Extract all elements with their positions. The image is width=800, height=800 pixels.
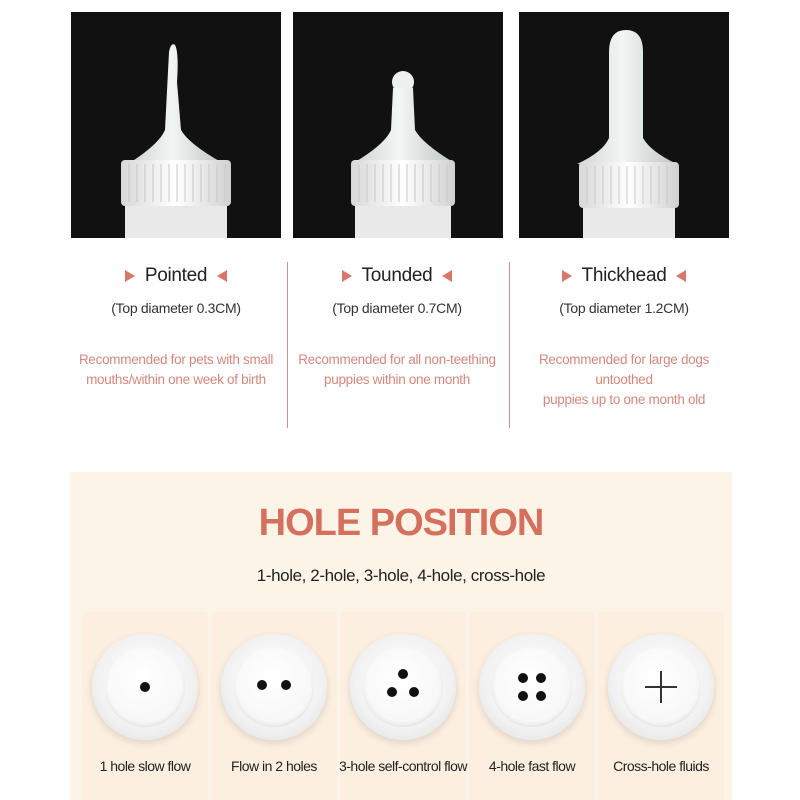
recommendation-line: puppies within one month [324,372,470,387]
hole-dot-icon [518,691,528,701]
hole-dot-icon [518,673,528,683]
hole-card-cross [598,612,724,800]
pointed-nipple-photo [71,12,281,238]
recommendation-line: Recommended for pets with small [78,352,274,367]
arrow-left-icon [676,270,686,282]
hole-dot-icon [398,669,408,679]
hole-card-3 [340,612,466,800]
hole-dot-icon [536,673,546,683]
hole-card-1 [82,612,208,800]
type-name-label: Thickhead [581,265,667,286]
hole-card-label: 1 hole slow flow [99,758,191,774]
column-divider [287,262,288,428]
recommendation-line: Recommended for all non-teething [298,352,496,367]
recommendation-line: Recommended for large dogs untoothed [538,352,710,387]
hole-card-label: Flow in 2 holes [231,758,317,774]
arrow-left-icon [442,270,452,282]
nipple-top-view [608,634,714,740]
nipple-top-view [479,634,585,740]
nipple-top-view [350,634,456,740]
type-column-thickhead [516,262,732,410]
type-recommendation [289,350,505,390]
hole-card-2 [211,612,337,800]
type-name-label: Pointed [144,265,208,286]
hole-card-label: 4-hole fast flow [488,758,576,774]
hole-card-4 [469,612,595,800]
cross-hole-icon [660,671,662,703]
hole-dot-icon [281,680,291,690]
type-title [289,262,505,290]
hole-position-subtitle: 1-hole, 2-hole, 3-hole, 4-hole, cross-hole [256,566,546,585]
hole-dot-icon [257,680,267,690]
type-title [516,262,732,290]
arrow-right-icon [562,270,572,282]
hole-position-title: HOLE POSITION [258,502,544,544]
type-diameter: (Top diameter 0.3CM) [111,300,241,316]
hole-dot-icon [140,682,150,692]
type-name-label: Tounded [361,265,433,286]
type-diameter: (Top diameter 1.2CM) [559,300,689,316]
arrow-right-icon [125,270,135,282]
type-recommendation [516,350,732,410]
hole-card-label: 3-hole self-control flow [338,758,468,774]
type-diameter: (Top diameter 0.7CM) [332,300,462,316]
hole-dot-icon [409,687,419,697]
recommendation-line: mouths/within one week of birth [86,372,266,387]
hole-dot-icon [387,687,397,697]
hole-position-panel [70,472,732,800]
type-title [68,262,284,290]
type-column-rounded [289,262,505,390]
column-divider [509,262,510,428]
hole-card-label: Cross-hole fluids [613,758,709,774]
rounded-nipple-photo [293,12,503,238]
arrow-right-icon [342,270,352,282]
recommendation-line: puppies up to one month old [542,392,706,407]
nipple-top-view [221,634,327,740]
type-recommendation [68,350,284,390]
type-column-pointed [68,262,284,390]
thickhead-nipple-photo [519,12,729,238]
arrow-left-icon [217,270,227,282]
nipple-top-view [92,634,198,740]
hole-dot-icon [536,691,546,701]
